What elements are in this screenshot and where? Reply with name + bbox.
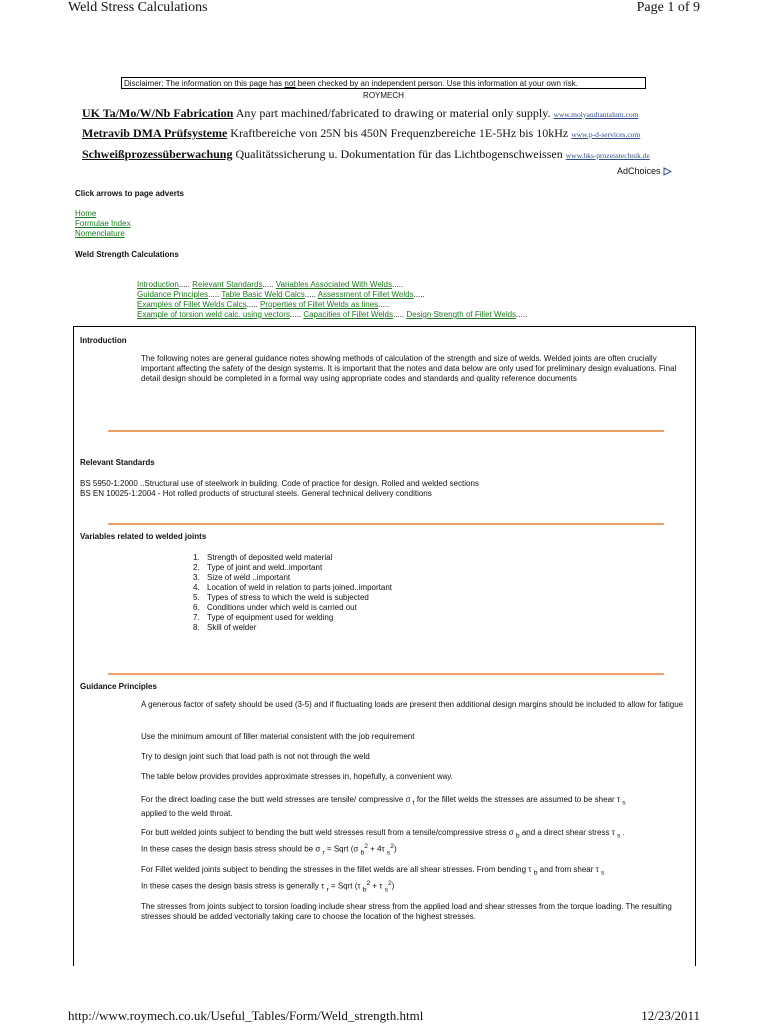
page-number: Page 1 of 9	[636, 0, 700, 15]
nav-sep: .....	[178, 280, 190, 289]
variable-text: Skill of welder	[207, 623, 257, 632]
guidance-p1: A generous factor of safety should be used (3-5) and if fluctuating loads are present then additional design margins should be included to allow for fatigue	[141, 700, 684, 709]
nav-examples[interactable]: Examples of Fillet Welds Calcs	[137, 300, 247, 309]
nav-sep: .....	[289, 310, 302, 319]
variables-heading: Variables related to welded joints	[80, 532, 207, 541]
disclaimer-text-post: been checked by an independent person. Use this information at your own risk.	[295, 79, 578, 88]
list-item: 7. Type of equipment used for welding	[193, 613, 334, 622]
home-link[interactable]: Home	[75, 209, 97, 218]
nav-properties[interactable]: Properties of Fillet Welds as lines	[260, 300, 379, 309]
list-item: 3. Size of weld ..important	[193, 573, 291, 582]
list-item: 4. Location of weld in relation to parts joined..important	[193, 583, 392, 592]
nav-relevant-standards[interactable]: Relevant Standards	[192, 280, 263, 289]
intro-text: The following notes are general guidance notes showing methods of calculation of the strength and size of welds. Welded joints are often crucially important affecting the safety of the design systems. It is important that the notes and data below are only used for preliminary design evaluations. Final detail design should be completed in a formal way using appropriate codes and standards and quality reference documents	[141, 354, 677, 383]
adchoices-icon	[663, 167, 672, 176]
nav-table-basic[interactable]: Table Basic Weld Calcs	[221, 290, 305, 299]
variable-text: Location of weld in relation to parts joined..important	[207, 583, 392, 592]
section-divider	[108, 523, 664, 525]
ad-title[interactable]: Metravib DMA Prüfsysteme	[82, 126, 228, 140]
page-title: Weld Stress Calculations	[68, 0, 208, 15]
nav-introduction[interactable]: Introduction	[137, 280, 179, 289]
click-arrows-note: Click arrows to page adverts	[75, 189, 184, 198]
nav-design-strength[interactable]: Design Strength of Fillet Welds	[406, 310, 517, 319]
nav-guidance[interactable]: Guidance Principles	[137, 290, 209, 299]
nav-sep: .....	[246, 300, 258, 309]
standards-list	[80, 479, 680, 499]
nav-sep: .....	[392, 280, 404, 289]
guidance-heading: Guidance Principles	[80, 682, 157, 691]
page-heading: Weld Strength Calculations	[75, 250, 179, 259]
guidance-p3: Try to design joint such that load path is not not through the weld	[141, 752, 370, 761]
guidance-p5: For the direct loading case the butt weld stresses are tensile/ compressive σ $_t$ for the fillet welds the stresses are assumed to be shear τ $_s$ applied to the weld throat.	[141, 795, 626, 818]
variable-text: Strength of deposited weld material	[207, 553, 333, 562]
guidance-p2: Use the minimum amount of filler material consistent with the job requirement	[141, 732, 415, 741]
ad-url[interactable]: www.hks-prozesstechnik.de	[565, 151, 650, 160]
standard-item: BS EN 10025-1:2004 - Hot rolled products of structural steels. General technical delivery conditions	[80, 489, 432, 498]
nav-capacities[interactable]: Capacities of Fillet Welds	[303, 310, 393, 319]
variables-list	[193, 553, 553, 633]
list-item: 8. Skill of welder	[193, 623, 257, 632]
footer-url: http://www.roymech.co.uk/Useful_Tables/Form/Weld_strength.html	[68, 1008, 424, 1023]
nav-torsion[interactable]: Example of torsion weld calc. using vectors	[137, 310, 290, 319]
standards-heading: Relevant Standards	[80, 458, 155, 467]
variable-text: Type of joint and weld..important	[207, 563, 323, 572]
ad-text: Kraftbereiche von 25N bis 450N Frequenzbereiche 1E-5Hz bis 10kHz	[227, 126, 572, 140]
side-links	[75, 209, 131, 239]
ad-item[interactable]	[82, 126, 640, 141]
nav-sep: .....	[304, 290, 316, 299]
list-item: 2. Type of joint and weld..important	[193, 563, 323, 572]
guidance-p4: The table below provides provides approximate stresses in, hopefully, a convenient way.	[141, 772, 453, 781]
section-nav	[137, 280, 527, 320]
footer-date: 12/23/2011	[641, 1008, 700, 1023]
nav-sep: .....	[208, 290, 220, 299]
nav-sep: .....	[378, 300, 390, 309]
ad-url[interactable]: www.p-d-services.com	[571, 130, 641, 139]
section-divider	[108, 673, 664, 675]
nav-sep: .....	[262, 280, 274, 289]
disclaimer-text-pre: Disclaimer: The information on this page has	[124, 79, 285, 88]
guidance-p8: The stresses from joints subject to torsion loading include shear stress from the applied load and shear stresses from the torque loading. The resulting stresses should be added vectorially taking care to choose the location of the highest stresses.	[141, 902, 672, 921]
ad-url[interactable]: www.molyandtantalum.com	[553, 110, 639, 119]
guidance-p6: For butt welded joints subject to bending the butt weld stresses result from a tensile/compressive stress σ $_b$ and a direct shear stress τ $_s$ . In these cases the design basis stress should be σ $_r$ = Sqrt (σ $_b^2$ + 4τ $_s^2$)	[141, 828, 625, 856]
variable-text: Type of equipment used for welding	[207, 613, 334, 622]
nav-variables[interactable]: Variables Associated With Welds	[275, 280, 392, 289]
variable-text: Types of stress to which the weld is subjected	[207, 593, 369, 602]
disclaimer-not: not	[284, 79, 296, 88]
standard-item: BS 5950-1:2000 ..Structural use of steelwork in building. Code of practice for design. Rolled and welded sections	[80, 479, 479, 488]
nav-assessment[interactable]: Assessment of Fillet Welds	[317, 290, 414, 299]
list-item: 6. Conditions under which weld is carried out	[193, 603, 357, 612]
site-name: ROYMECH	[363, 91, 404, 100]
adchoices-link[interactable]	[617, 166, 672, 176]
nomenclature-link[interactable]: Nomenclature	[75, 229, 125, 238]
nav-sep: .....	[413, 290, 425, 299]
intro-heading: Introduction	[80, 336, 127, 345]
guidance-p7: For Fillet welded joints subject to bending the stresses in the fillet welds are all shear stresses. From bending τ $_b$ and from shear τ $_s$ In these cases the design basis stress is generally τ $_r$ = Sqrt (τ $_b^2$ + τ $_s^2$)	[141, 865, 605, 893]
list-item: 5. Types of stress to which the weld is subjected	[193, 593, 369, 602]
ad-item[interactable]	[82, 147, 650, 162]
nav-sep: .....	[393, 310, 405, 319]
disclaimer-box	[121, 77, 646, 89]
section-divider	[108, 430, 664, 432]
ad-title[interactable]: Schweißprozessüberwachung	[82, 147, 233, 161]
ad-text: Qualitätssicherung u. Dokumentation für das Lichtbogenschweissen	[232, 147, 566, 161]
ad-item[interactable]	[82, 106, 638, 121]
formulae-index-link[interactable]: Formulae Index	[75, 219, 131, 228]
variable-text: Conditions under which weld is carried out	[207, 603, 357, 612]
nav-sep: .....	[516, 310, 528, 319]
ad-title[interactable]: UK Ta/Mo/W/Nb Fabrication	[82, 106, 234, 120]
adchoices-label: AdChoices	[616, 166, 661, 176]
list-item: 1. Strength of deposited weld material	[193, 553, 333, 562]
ad-text: Any part machined/fabricated to drawing or material only supply.	[233, 106, 554, 120]
variable-text: Size of weld ..important	[207, 573, 291, 582]
